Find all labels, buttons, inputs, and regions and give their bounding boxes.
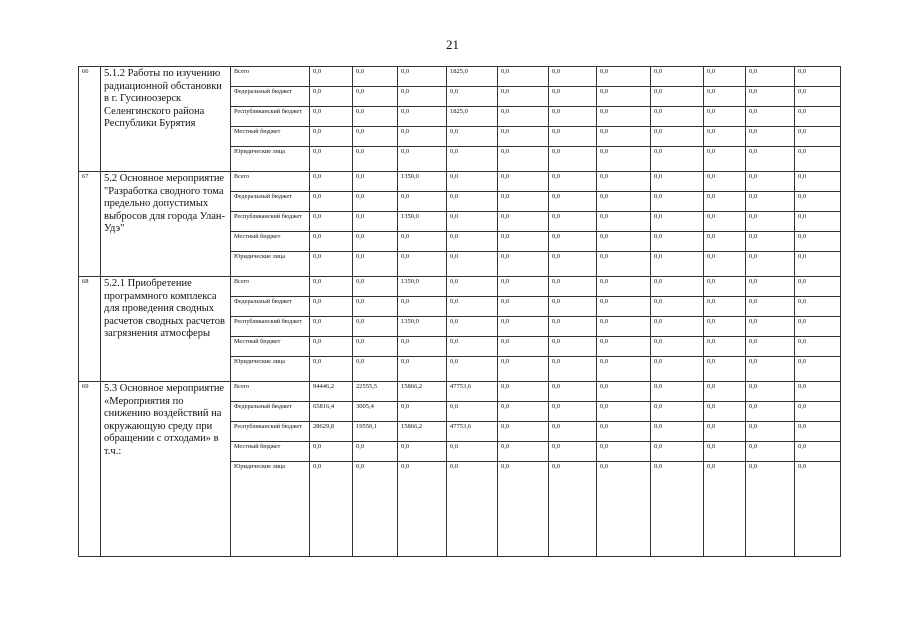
value-cell: 0,0 xyxy=(310,172,353,192)
value-cell: 0,0 xyxy=(549,87,597,107)
value-cell: 0,0 xyxy=(353,67,398,87)
value-cell: 47753,6 xyxy=(447,382,498,402)
value-cell: 0,0 xyxy=(795,252,841,277)
row-number: 69 xyxy=(79,382,101,557)
value-cell: 0,0 xyxy=(353,277,398,297)
value-cell: 0,0 xyxy=(746,252,795,277)
value-cell: 0,0 xyxy=(310,212,353,232)
funding-source: Республиканский бюджет xyxy=(231,107,310,127)
value-cell: 0,0 xyxy=(795,212,841,232)
value-cell: 0,0 xyxy=(447,462,498,557)
value-cell: 0,0 xyxy=(651,172,704,192)
value-cell: 0,0 xyxy=(498,442,549,462)
value-cell: 0,0 xyxy=(310,317,353,337)
page-number: 21 xyxy=(446,37,459,52)
value-cell: 0,0 xyxy=(498,172,549,192)
value-cell: 0,0 xyxy=(310,87,353,107)
value-cell: 0,0 xyxy=(795,232,841,252)
value-cell: 0,0 xyxy=(498,127,549,147)
value-cell: 0,0 xyxy=(310,127,353,147)
value-cell: 0,0 xyxy=(310,277,353,297)
value-cell: 0,0 xyxy=(353,172,398,192)
value-cell: 0,0 xyxy=(704,317,746,337)
value-cell: 0,0 xyxy=(310,337,353,357)
value-cell: 0,0 xyxy=(704,147,746,172)
value-cell: 0,0 xyxy=(704,297,746,317)
table-row xyxy=(79,382,841,402)
value-cell: 0,0 xyxy=(651,127,704,147)
value-cell: 0,0 xyxy=(746,172,795,192)
value-cell: 0,0 xyxy=(549,382,597,402)
value-cell: 1350,0 xyxy=(398,317,447,337)
value-cell: 0,0 xyxy=(597,252,651,277)
value-cell: 0,0 xyxy=(704,252,746,277)
value-cell: 0,0 xyxy=(704,232,746,252)
value-cell: 0,0 xyxy=(447,442,498,462)
value-cell: 0,0 xyxy=(704,212,746,232)
value-cell: 0,0 xyxy=(651,192,704,212)
value-cell: 0,0 xyxy=(498,297,549,317)
value-cell: 0,0 xyxy=(597,317,651,337)
value-cell: 0,0 xyxy=(549,357,597,382)
value-cell: 0,0 xyxy=(549,402,597,422)
value-cell: 0,0 xyxy=(795,337,841,357)
value-cell: 0,0 xyxy=(353,232,398,252)
value-cell: 0,0 xyxy=(795,317,841,337)
value-cell: 0,0 xyxy=(704,67,746,87)
funding-source: Федеральный бюджет xyxy=(231,87,310,107)
value-cell: 0,0 xyxy=(795,402,841,422)
value-cell: 1825,0 xyxy=(447,67,498,87)
value-cell: 0,0 xyxy=(704,382,746,402)
funding-source: Всего xyxy=(231,172,310,192)
value-cell: 0,0 xyxy=(651,382,704,402)
value-cell: 0,0 xyxy=(746,442,795,462)
value-cell: 0,0 xyxy=(549,337,597,357)
value-cell: 0,0 xyxy=(795,107,841,127)
value-cell: 0,0 xyxy=(447,172,498,192)
funding-source: Местный бюджет xyxy=(231,442,310,462)
funding-source: Юридические лица xyxy=(231,462,310,557)
value-cell: 0,0 xyxy=(795,462,841,557)
row-number: 66 xyxy=(79,67,101,172)
value-cell: 0,0 xyxy=(398,357,447,382)
table-row xyxy=(79,172,841,192)
value-cell: 28629,8 xyxy=(310,422,353,442)
value-cell: 0,0 xyxy=(651,422,704,442)
value-cell: 0,0 xyxy=(795,277,841,297)
value-cell: 1350,0 xyxy=(398,212,447,232)
value-cell: 0,0 xyxy=(310,232,353,252)
value-cell: 0,0 xyxy=(704,337,746,357)
value-cell: 0,0 xyxy=(746,402,795,422)
funding-source: Всего xyxy=(231,277,310,297)
value-cell: 0,0 xyxy=(498,67,549,87)
value-cell: 0,0 xyxy=(447,277,498,297)
value-cell: 0,0 xyxy=(398,252,447,277)
value-cell: 0,0 xyxy=(549,192,597,212)
value-cell: 0,0 xyxy=(447,317,498,337)
value-cell: 0,0 xyxy=(651,337,704,357)
value-cell: 0,0 xyxy=(651,212,704,232)
value-cell: 0,0 xyxy=(746,232,795,252)
value-cell: 0,0 xyxy=(597,297,651,317)
funding-source: Местный бюджет xyxy=(231,232,310,252)
value-cell: 0,0 xyxy=(310,442,353,462)
funding-source: Местный бюджет xyxy=(231,337,310,357)
value-cell: 0,0 xyxy=(597,147,651,172)
value-cell: 0,0 xyxy=(651,252,704,277)
value-cell: 0,0 xyxy=(597,422,651,442)
funding-source: Республиканский бюджет xyxy=(231,212,310,232)
value-cell: 0,0 xyxy=(549,107,597,127)
value-cell: 0,0 xyxy=(310,252,353,277)
value-cell: 0,0 xyxy=(746,462,795,557)
value-cell: 94446,2 xyxy=(310,382,353,402)
value-cell: 0,0 xyxy=(597,462,651,557)
activity-name: 5.3 Основное мероприятие «Мероприятия по снижению воздействий на окружающую среду при обращении с отходами» в т.ч.: xyxy=(101,382,231,557)
value-cell: 0,0 xyxy=(795,172,841,192)
value-cell: 0,0 xyxy=(651,317,704,337)
value-cell: 0,0 xyxy=(651,67,704,87)
value-cell: 0,0 xyxy=(597,172,651,192)
funding-source: Федеральный бюджет xyxy=(231,297,310,317)
value-cell: 0,0 xyxy=(447,252,498,277)
value-cell: 0,0 xyxy=(447,357,498,382)
value-cell: 0,0 xyxy=(549,442,597,462)
value-cell: 0,0 xyxy=(353,297,398,317)
value-cell: 0,0 xyxy=(704,402,746,422)
value-cell: 0,0 xyxy=(746,317,795,337)
value-cell: 0,0 xyxy=(549,297,597,317)
value-cell: 0,0 xyxy=(549,67,597,87)
value-cell: 0,0 xyxy=(498,357,549,382)
value-cell: 0,0 xyxy=(795,442,841,462)
value-cell: 0,0 xyxy=(447,337,498,357)
value-cell: 0,0 xyxy=(651,297,704,317)
value-cell: 22555,5 xyxy=(353,382,398,402)
value-cell: 0,0 xyxy=(353,127,398,147)
value-cell: 0,0 xyxy=(310,147,353,172)
value-cell: 0,0 xyxy=(447,87,498,107)
value-cell: 0,0 xyxy=(549,127,597,147)
value-cell: 0,0 xyxy=(651,147,704,172)
value-cell: 0,0 xyxy=(447,297,498,317)
value-cell: 0,0 xyxy=(597,107,651,127)
value-cell: 0,0 xyxy=(310,67,353,87)
value-cell: 65816,4 xyxy=(310,402,353,422)
value-cell: 1350,0 xyxy=(398,277,447,297)
value-cell: 0,0 xyxy=(597,277,651,297)
value-cell: 0,0 xyxy=(704,462,746,557)
funding-source: Местный бюджет xyxy=(231,127,310,147)
value-cell: 0,0 xyxy=(498,192,549,212)
value-cell: 0,0 xyxy=(795,297,841,317)
value-cell: 0,0 xyxy=(498,382,549,402)
value-cell: 0,0 xyxy=(746,147,795,172)
value-cell: 47753,6 xyxy=(447,422,498,442)
value-cell: 0,0 xyxy=(746,277,795,297)
value-cell: 0,0 xyxy=(498,337,549,357)
value-cell: 0,0 xyxy=(795,67,841,87)
value-cell: 1825,0 xyxy=(447,107,498,127)
funding-source: Федеральный бюджет xyxy=(231,192,310,212)
value-cell: 0,0 xyxy=(353,107,398,127)
value-cell: 0,0 xyxy=(746,357,795,382)
value-cell: 0,0 xyxy=(549,252,597,277)
value-cell: 0,0 xyxy=(398,87,447,107)
value-cell: 0,0 xyxy=(398,67,447,87)
table-row xyxy=(79,67,841,87)
value-cell: 0,0 xyxy=(746,337,795,357)
funding-source: Всего xyxy=(231,67,310,87)
value-cell: 0,0 xyxy=(795,382,841,402)
value-cell: 0,0 xyxy=(447,402,498,422)
value-cell: 0,0 xyxy=(746,87,795,107)
value-cell: 0,0 xyxy=(447,212,498,232)
activity-name: 5.2.1 Приобретение программного комплекса для проведения сводных расчетов сводных расчетов загрязнения атмосферы xyxy=(101,277,231,382)
value-cell: 0,0 xyxy=(398,127,447,147)
funding-source: Республиканский бюджет xyxy=(231,422,310,442)
value-cell: 0,0 xyxy=(597,232,651,252)
value-cell: 0,0 xyxy=(704,172,746,192)
value-cell: 0,0 xyxy=(498,422,549,442)
value-cell: 1350,0 xyxy=(398,172,447,192)
value-cell: 0,0 xyxy=(447,192,498,212)
value-cell: 0,0 xyxy=(498,107,549,127)
value-cell: 0,0 xyxy=(549,172,597,192)
value-cell: 0,0 xyxy=(597,127,651,147)
value-cell: 0,0 xyxy=(353,337,398,357)
value-cell: 0,0 xyxy=(597,67,651,87)
table-row xyxy=(79,277,841,297)
value-cell: 15866,2 xyxy=(398,382,447,402)
value-cell: 0,0 xyxy=(310,357,353,382)
value-cell: 0,0 xyxy=(353,442,398,462)
value-cell: 0,0 xyxy=(597,192,651,212)
value-cell: 0,0 xyxy=(704,422,746,442)
value-cell: 0,0 xyxy=(398,107,447,127)
value-cell: 0,0 xyxy=(597,402,651,422)
value-cell: 0,0 xyxy=(398,402,447,422)
value-cell: 0,0 xyxy=(398,297,447,317)
row-number: 68 xyxy=(79,277,101,382)
value-cell: 0,0 xyxy=(353,317,398,337)
value-cell: 0,0 xyxy=(353,192,398,212)
value-cell: 0,0 xyxy=(795,87,841,107)
value-cell: 0,0 xyxy=(704,107,746,127)
activity-name: 5.1.2 Работы по изучению радиационной обстановки в г. Гусиноозерск Селенгинского района Республики Бурятия xyxy=(101,67,231,172)
value-cell: 0,0 xyxy=(651,402,704,422)
value-cell: 0,0 xyxy=(795,422,841,442)
value-cell: 0,0 xyxy=(353,147,398,172)
value-cell: 0,0 xyxy=(310,462,353,557)
value-cell: 0,0 xyxy=(447,147,498,172)
value-cell: 0,0 xyxy=(498,232,549,252)
value-cell: 0,0 xyxy=(704,357,746,382)
value-cell: 0,0 xyxy=(651,462,704,557)
activity-name: 5.2 Основное мероприятие "Разработка сводного тома предельно допустимых выбросов для города Улан-Удэ" xyxy=(101,172,231,277)
value-cell: 0,0 xyxy=(498,277,549,297)
value-cell: 0,0 xyxy=(704,192,746,212)
value-cell: 0,0 xyxy=(795,147,841,172)
value-cell: 0,0 xyxy=(310,297,353,317)
value-cell: 0,0 xyxy=(353,212,398,232)
value-cell: 0,0 xyxy=(353,87,398,107)
value-cell: 0,0 xyxy=(549,462,597,557)
value-cell: 0,0 xyxy=(704,442,746,462)
value-cell: 0,0 xyxy=(795,127,841,147)
value-cell: 0,0 xyxy=(398,462,447,557)
value-cell: 0,0 xyxy=(746,127,795,147)
value-cell: 0,0 xyxy=(597,212,651,232)
value-cell: 0,0 xyxy=(310,107,353,127)
value-cell: 0,0 xyxy=(498,402,549,422)
value-cell: 0,0 xyxy=(704,87,746,107)
value-cell: 0,0 xyxy=(498,87,549,107)
funding-source: Федеральный бюджет xyxy=(231,402,310,422)
value-cell: 0,0 xyxy=(549,422,597,442)
value-cell: 15866,2 xyxy=(398,422,447,442)
value-cell: 0,0 xyxy=(597,357,651,382)
value-cell: 0,0 xyxy=(498,212,549,232)
value-cell: 0,0 xyxy=(651,442,704,462)
value-cell: 0,0 xyxy=(651,277,704,297)
value-cell: 19550,1 xyxy=(353,422,398,442)
row-number: 67 xyxy=(79,172,101,277)
value-cell: 0,0 xyxy=(704,277,746,297)
funding-source: Юридические лица xyxy=(231,252,310,277)
value-cell: 0,0 xyxy=(447,232,498,252)
value-cell: 0,0 xyxy=(310,192,353,212)
value-cell: 0,0 xyxy=(651,232,704,252)
value-cell: 0,0 xyxy=(498,147,549,172)
value-cell: 0,0 xyxy=(398,147,447,172)
value-cell: 0,0 xyxy=(353,357,398,382)
value-cell: 0,0 xyxy=(498,317,549,337)
value-cell: 0,0 xyxy=(498,252,549,277)
value-cell: 0,0 xyxy=(398,232,447,252)
value-cell: 0,0 xyxy=(746,212,795,232)
value-cell: 0,0 xyxy=(746,382,795,402)
funding-source: Республиканский бюджет xyxy=(231,317,310,337)
funding-source: Всего xyxy=(231,382,310,402)
value-cell: 0,0 xyxy=(398,192,447,212)
value-cell: 0,0 xyxy=(651,107,704,127)
value-cell: 0,0 xyxy=(795,357,841,382)
value-cell: 0,0 xyxy=(795,192,841,212)
value-cell: 3005,4 xyxy=(353,402,398,422)
value-cell: 0,0 xyxy=(746,297,795,317)
value-cell: 0,0 xyxy=(549,232,597,252)
value-cell: 0,0 xyxy=(353,252,398,277)
value-cell: 0,0 xyxy=(398,442,447,462)
value-cell: 0,0 xyxy=(651,87,704,107)
value-cell: 0,0 xyxy=(398,337,447,357)
value-cell: 0,0 xyxy=(597,382,651,402)
value-cell: 0,0 xyxy=(597,87,651,107)
funding-source: Юридические лица xyxy=(231,357,310,382)
table-body xyxy=(79,67,841,557)
value-cell: 0,0 xyxy=(746,67,795,87)
value-cell: 0,0 xyxy=(549,147,597,172)
value-cell: 0,0 xyxy=(353,462,398,557)
value-cell: 0,0 xyxy=(746,192,795,212)
value-cell: 0,0 xyxy=(447,127,498,147)
value-cell: 0,0 xyxy=(746,107,795,127)
value-cell: 0,0 xyxy=(597,442,651,462)
value-cell: 0,0 xyxy=(498,462,549,557)
value-cell: 0,0 xyxy=(597,337,651,357)
value-cell: 0,0 xyxy=(704,127,746,147)
funding-source: Юридические лица xyxy=(231,147,310,172)
budget-table xyxy=(78,66,841,557)
value-cell: 0,0 xyxy=(549,317,597,337)
value-cell: 0,0 xyxy=(746,422,795,442)
value-cell: 0,0 xyxy=(549,277,597,297)
value-cell: 0,0 xyxy=(549,212,597,232)
value-cell: 0,0 xyxy=(651,357,704,382)
